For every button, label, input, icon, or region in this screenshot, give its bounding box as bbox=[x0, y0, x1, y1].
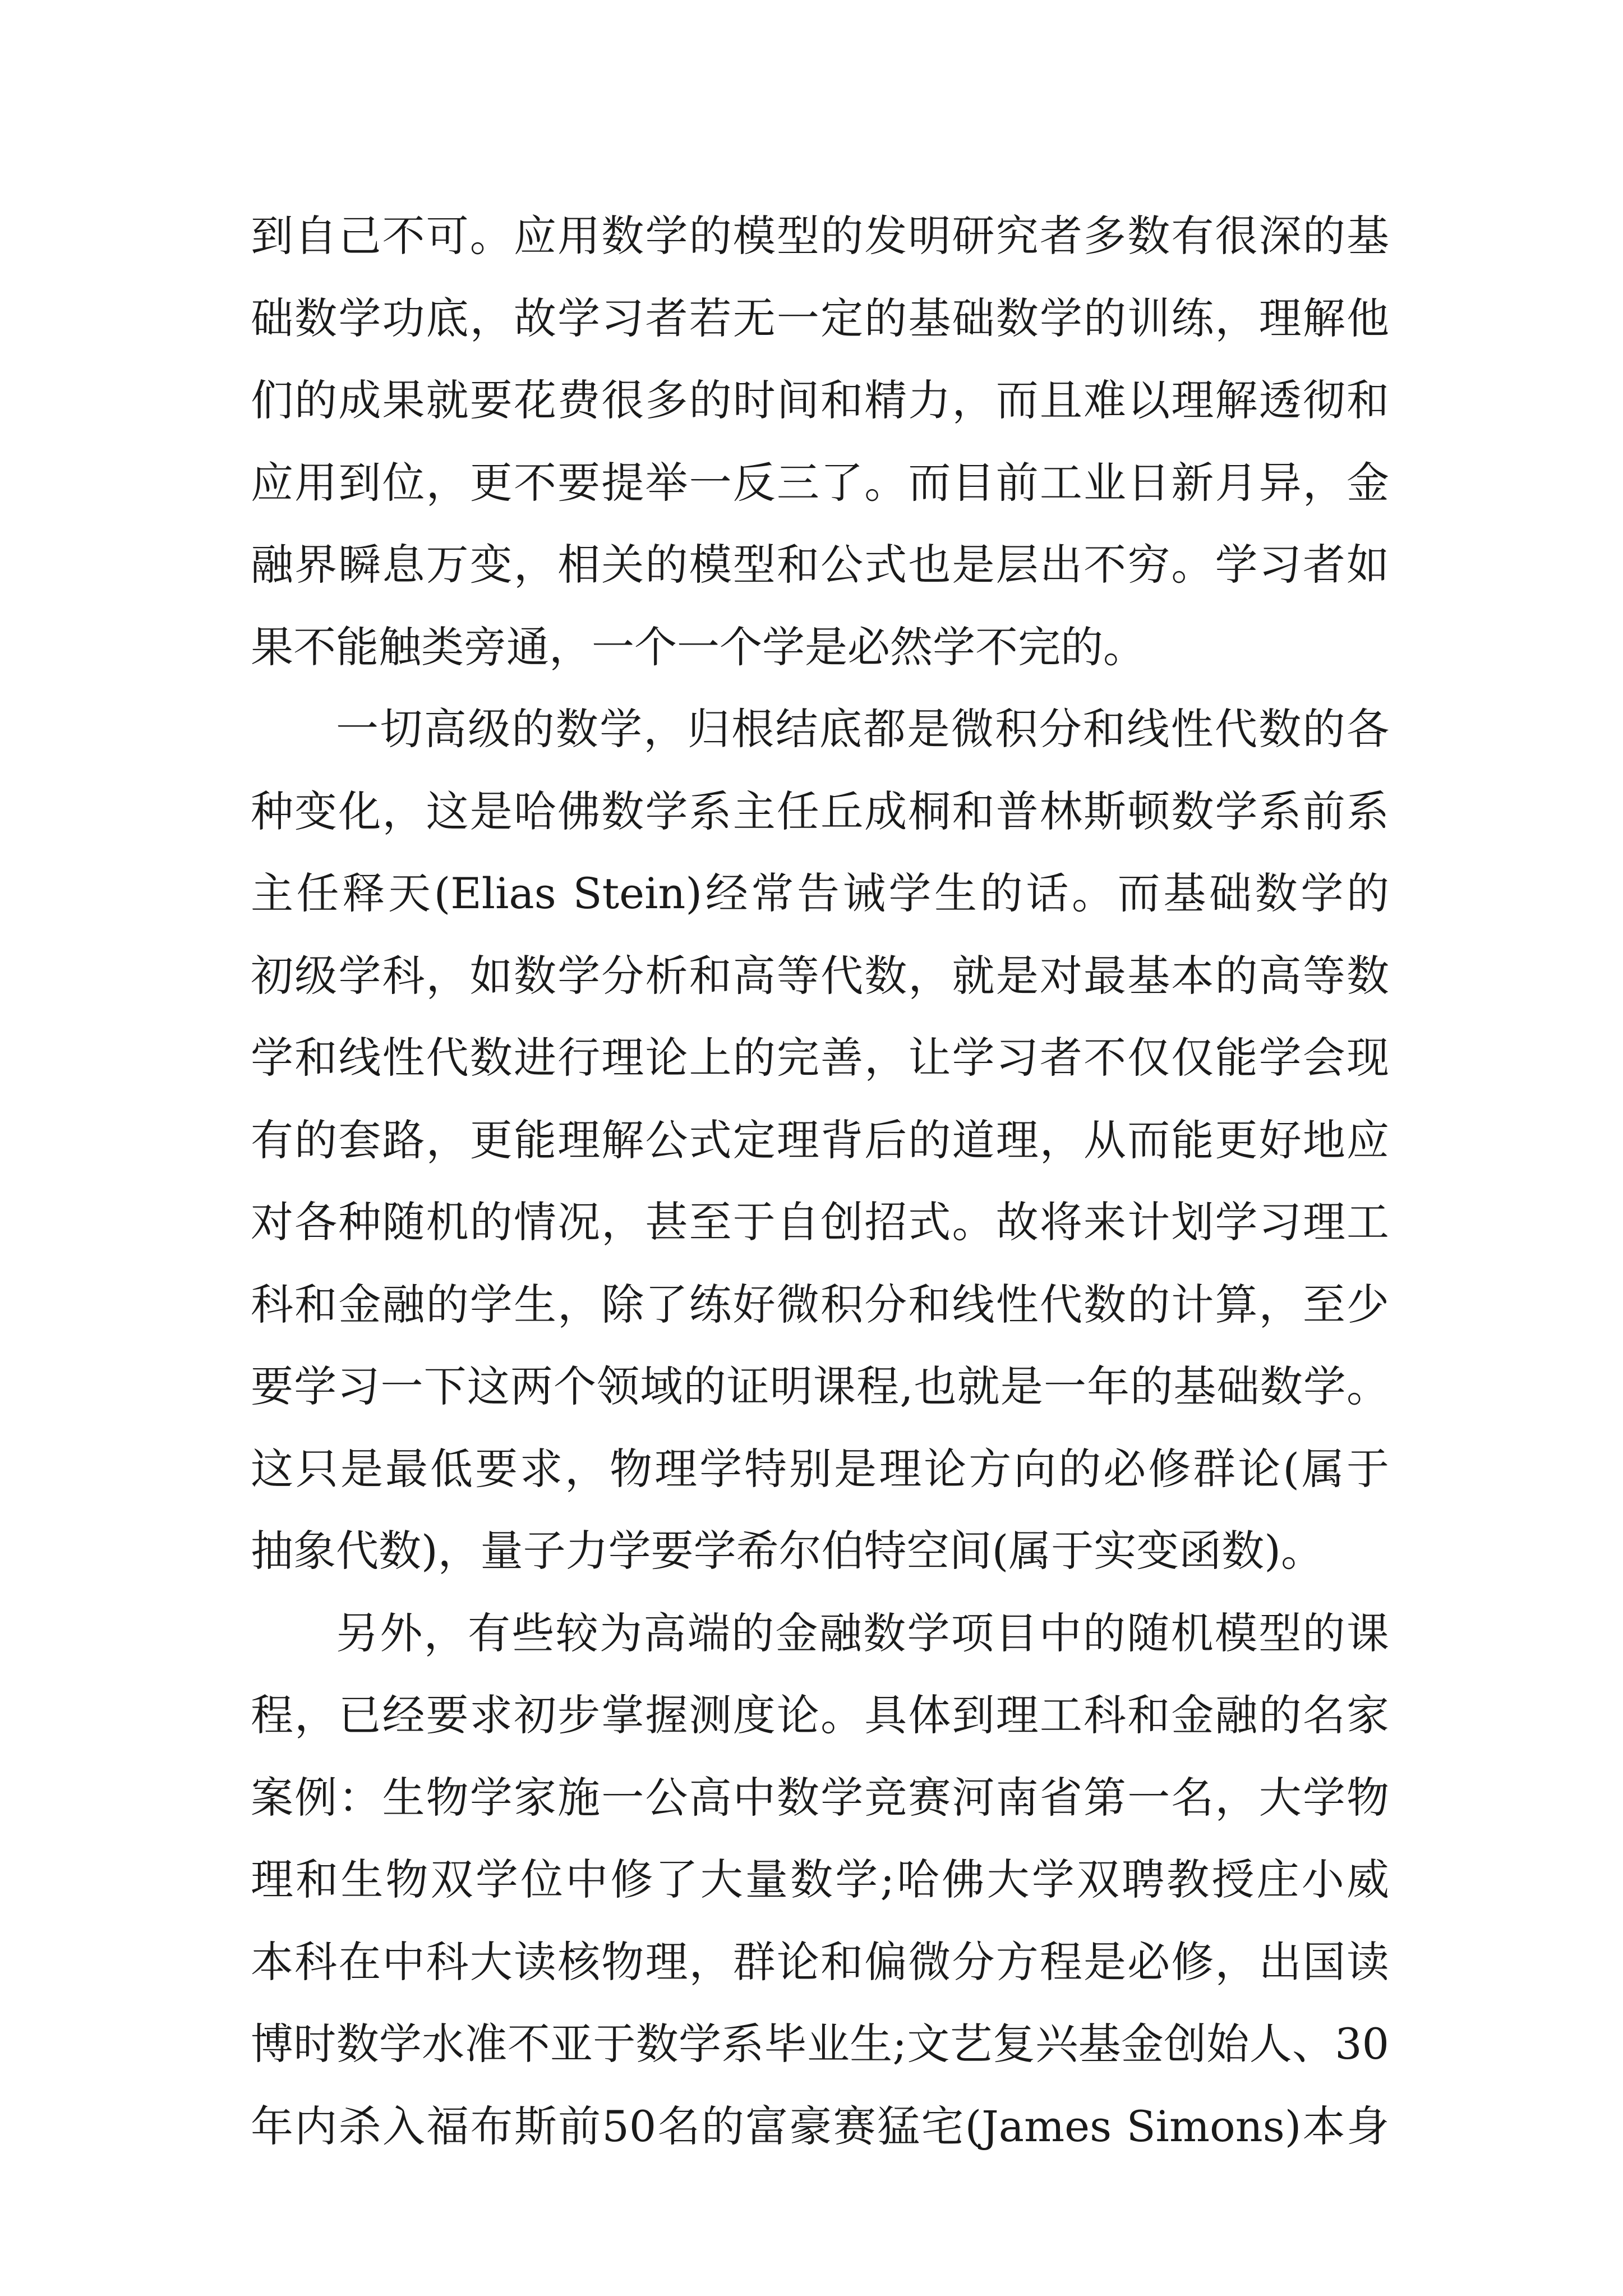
text-line: 案例：生物学家施一公高中数学竞赛河南省第一名，大学物 bbox=[251, 1772, 1389, 1823]
text-line: 要学习一下这两个领域的证明课程,也就是一年的基础数学。 bbox=[251, 1361, 1389, 1411]
text-line: 学和线性代数进行理论上的完善，让学习者不仅仅能学会现 bbox=[251, 1033, 1389, 1083]
text-line: 们的成果就要花费很多的时间和精力，而且难以理解透彻和 bbox=[251, 375, 1389, 425]
text-line: 程，已经要求初步掌握测度论。具体到理工科和金融的名家 bbox=[251, 1690, 1389, 1740]
text-line: 理和生物双学位中修了大量数学;哈佛大学双聘教授庄小威 bbox=[251, 1855, 1389, 1904]
paragraph-first-line: 另外，有些较为高端的金融数学项目中的随机模型的课 bbox=[336, 1608, 1389, 1658]
text-line: 对各种随机的情况，甚至于自创招式。故将来计划学习理工 bbox=[251, 1197, 1389, 1247]
paragraph-first-line: 一切高级的数学，归根结底都是微积分和线性代数的各 bbox=[336, 704, 1389, 754]
text-line: 果不能触类旁通，一个一个学是必然学不完的。 bbox=[251, 622, 1146, 672]
text-line: 博时数学水准不亚于数学系毕业生;文艺复兴基金创始人、30 bbox=[251, 2019, 1389, 2069]
text-line: 有的套路，更能理解公式定理背后的道理，从而能更好地应 bbox=[251, 1115, 1389, 1165]
text-line: 这只是最低要求，物理学特别是理论方向的必修群论(属于 bbox=[251, 1443, 1389, 1494]
text-line: 融界瞬息万变，相关的模型和公式也是层出不穷。学习者如 bbox=[251, 540, 1389, 590]
text-line: 主任释天(Elias Stein)经常告诫学生的话。而基础数学的 bbox=[251, 868, 1389, 918]
text-line: 初级学科，如数学分析和高等代数，就是对最基本的高等数 bbox=[251, 950, 1389, 1001]
text-line: 抽象代数)，量子力学要学希尔伯特空间(属于实变函数)。 bbox=[251, 1526, 1324, 1576]
text-line: 本科在中科大读核物理，群论和偏微分方程是必修，出国读 bbox=[251, 1936, 1389, 1987]
text-line: 到自己不可。应用数学的模型的发明研究者多数有很深的基 bbox=[251, 211, 1389, 261]
text-line: 年内杀入福布斯前50名的富豪赛猛宅(James Simons)本身 bbox=[251, 2101, 1389, 2151]
text-line: 础数学功底，故学习者若无一定的基础数学的训练，理解他 bbox=[251, 293, 1389, 343]
body-text bbox=[251, 195, 1389, 2168]
text-line: 应用到位，更不要提举一反三了。而目前工业日新月异，金 bbox=[251, 457, 1389, 508]
text-line: 科和金融的学生，除了练好微积分和线性代数的计算，至少 bbox=[251, 1279, 1389, 1329]
text-line: 种变化，这是哈佛数学系主任丘成桐和普林斯顿数学系前系 bbox=[251, 786, 1389, 836]
